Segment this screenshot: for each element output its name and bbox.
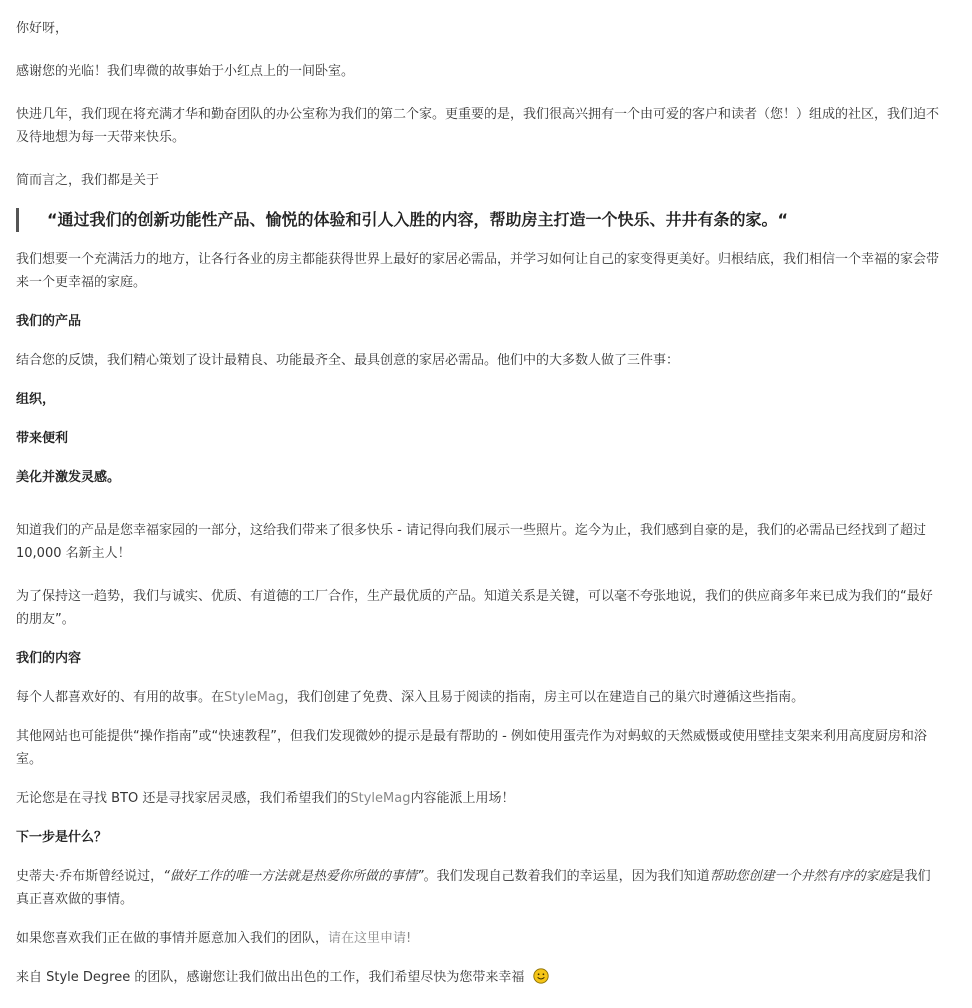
signoff-text: 来自 Style Degree 的团队，感谢您让我们做出出色的工作，我们希望尽快为您带来幸福	[16, 970, 525, 985]
greeting: 你好呀，	[16, 21, 69, 36]
apply-link[interactable]: 请在这里申请!	[328, 931, 412, 946]
fast-forward-paragraph: 快进几年，我们现在将充满才华和勤奋团队的办公室称为我们的第二个家。更重要的是，我们很高兴拥有一个由可爱的客户和读者（您！）组成的社区，我们迫不及待地想为每一天带来快乐。	[16, 107, 940, 145]
thing-convenience: 带来便利	[16, 431, 69, 446]
jobs-italic-phrase: 帮助您创建一个井然有序的家庭	[709, 869, 892, 884]
intro-paragraph: 感谢您的光临！我们卑微的故事始于小红点上的一间卧室。	[16, 64, 355, 79]
mission-quote: “通过我们的创新功能性产品、愉悦的体验和引人入胜的内容，帮助房主打造一个快乐、井井有条的家。“	[16, 208, 942, 232]
stories-text-post: ，我们创建了免费、深入且易于阅读的指南，房主可以在建造自己的巢穴时遵循这些指南。	[284, 690, 805, 705]
products-heading: 我们的产品	[16, 314, 82, 329]
bto-paragraph	[16, 787, 942, 810]
factories-paragraph: 为了保持这一趋势，我们与诚实、优质、有道德的工厂合作，生产最优质的产品。知道关系是关键，可以毫不夸张地说，我们的供应商多年来已成为我们的“最好的朋友”。	[16, 589, 933, 627]
stylemag-link-2[interactable]: StyleMag	[350, 791, 411, 806]
jobs-text-mid: 。我们发现自己数着我们的幸运星，因为我们知道	[423, 869, 710, 884]
thing-beautify: 美化并激发灵感。	[16, 470, 121, 485]
content-heading: 我们的内容	[16, 651, 82, 666]
next-heading: 下一步是什么？	[16, 830, 108, 845]
tips-paragraph: 其他网站也可能提供“操作指南”或“快速教程”，但我们发现微妙的提示是最有帮助的 - 例如使用蛋壳作为对蚂蚁的天然威慑或使用壁挂支架来利用高度厨房和浴室。	[16, 729, 927, 767]
curated-paragraph: 结合您的反馈，我们精心策划了设计最精良、功能最齐全、最具创意的家居必需品。他们中的大多数人做了三件事：	[16, 353, 680, 368]
in-short-paragraph: 简而言之，我们都是关于	[16, 173, 160, 188]
bto-text-pre: 无论您是在寻找 BTO 还是寻找家居灵感，我们希望我们的	[16, 791, 351, 806]
stories-paragraph	[16, 686, 942, 709]
smiley-icon	[533, 968, 549, 984]
jobs-quote: “做好工作的唯一方法就是热爱你所做的事情”	[163, 869, 424, 884]
vision-paragraph: 我们想要一个充满活力的地方，让各行各业的房主都能获得世界上最好的家居必需品，并学习如何让自己的家变得更美好。归根结底，我们相信一个幸福的家会带来一个更幸福的家庭。	[16, 252, 940, 290]
happy-homes-paragraph: 知道我们的产品是您幸福家园的一部分，这给我们带来了很多快乐 - 请记得向我们展示一些照片。迄今为止，我们感到自豪的是，我们的必需品已经找到了超过 10,000 名新主人！	[16, 523, 926, 561]
thing-organize: 组织，	[16, 392, 56, 407]
join-paragraph	[16, 927, 942, 950]
stylemag-link[interactable]: StyleMag	[224, 690, 285, 705]
bto-text-post: 内容能派上用场！	[410, 791, 515, 806]
jobs-text-pre: 史蒂夫·乔布斯曾经说过，	[16, 869, 164, 884]
join-text-pre: 如果您喜欢我们正在做的事情并愿意加入我们的团队，	[16, 931, 329, 946]
jobs-text-post: 是我们真正喜欢做的事情。	[16, 869, 931, 907]
stories-text-pre: 每个人都喜欢好的、有用的故事。在	[16, 690, 225, 705]
signoff-paragraph	[16, 966, 942, 989]
jobs-paragraph	[16, 865, 942, 911]
